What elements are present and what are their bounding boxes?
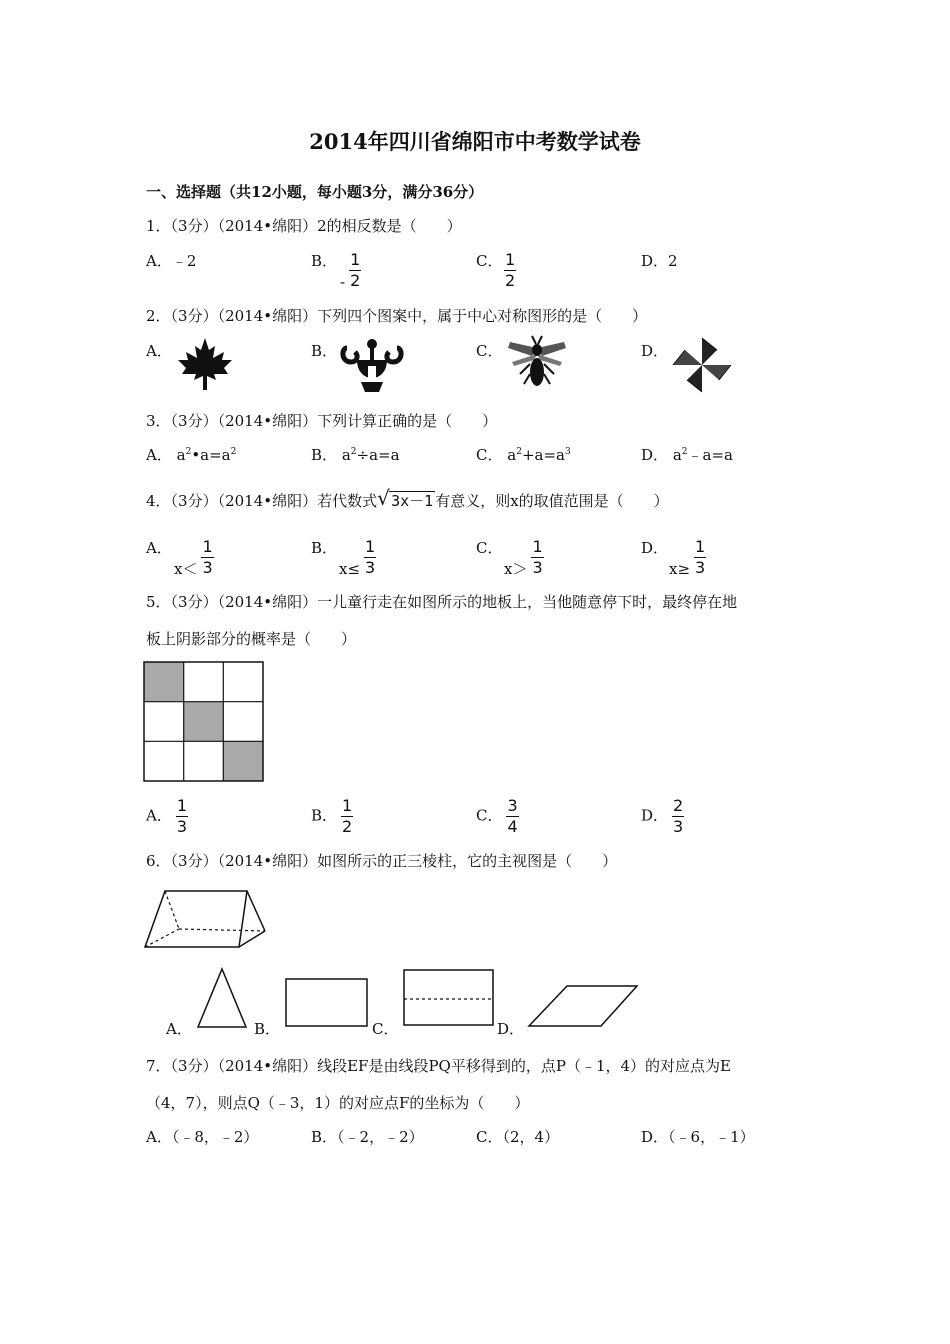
q5-option-b: B． $\frac{1}{2}$ <box>311 796 353 836</box>
q6-option-c: C． <box>372 1020 399 1038</box>
q3-option-a: A． $a^2•a=a^2$ <box>146 446 237 464</box>
q7-option-d: D．（﹣6，﹣1） <box>641 1128 755 1146</box>
q1-option-c: C． <box>476 252 503 270</box>
maple-leaf-icon <box>174 336 236 392</box>
section-heading: 一、选择题（共12小题，每小题3分，满分36分） <box>146 183 484 201</box>
triangle-view-icon <box>196 967 248 1029</box>
q1-option-c-value: $\frac{1}{2}$ <box>505 250 516 290</box>
q7-option-a: A．（﹣8，﹣2） <box>146 1128 259 1146</box>
q4-option-c: C． <box>476 539 503 557</box>
q2-option-b: B． <box>311 342 338 360</box>
q4-option-b: B． <box>311 539 338 557</box>
q7-option-c: C．（2，4） <box>476 1128 560 1146</box>
q5-option-c: C． $\frac{3}{4}$ <box>476 796 518 836</box>
triangular-prism-figure <box>143 887 269 949</box>
rectangle-view-icon <box>285 978 369 1028</box>
q4-option-a: A． <box>146 539 172 557</box>
q1-option-b-value: - $\frac{1}{2}$ <box>340 250 361 291</box>
sqrt-expression: √ 3x－1 <box>377 486 434 510</box>
page-title: 2014年四川省绵阳市中考数学试卷 <box>309 129 641 154</box>
insect-icon <box>504 334 570 396</box>
q6-option-a: A． <box>166 1020 192 1038</box>
question-3-stem: 3．（3分）（2014•绵阳）下列计算正确的是（ ） <box>146 412 498 430</box>
q3-option-c: C． $a^2+a=a^3$ <box>476 446 571 464</box>
question-4-stem: 4．（3分）（2014•绵阳）若代数式 √ 3x－1 有意义，则x的取值范围是（ ） <box>146 486 669 510</box>
q4-option-c-value: x＞ $\frac{1}{3}$ <box>504 537 543 578</box>
q4-option-b-value: x≤ $\frac{1}{3}$ <box>339 537 376 578</box>
ornament-icon <box>339 336 405 394</box>
q1-option-d: D．2 <box>641 252 678 270</box>
rectangle-dashed-view-icon <box>403 969 495 1027</box>
q3-option-b: B． $a^2\div a=a$ <box>311 446 400 464</box>
question-5-stem-line1: 5．（3分）（2014•绵阳）一儿童行走在如图所示的地板上，当他随意停下时，最终停在地 <box>146 593 738 611</box>
q4-option-d-value: x≥ $\frac{1}{3}$ <box>669 537 706 578</box>
question-6-stem: 6．（3分）（2014•绵阳）如图所示的正三棱柱，它的主视图是（ ） <box>146 852 618 870</box>
question-1-stem: 1．（3分）（2014•绵阳）2的相反数是（ ） <box>146 217 462 235</box>
q5-option-d: D． $\frac{2}{3}$ <box>641 796 684 836</box>
floor-grid-figure <box>143 661 264 782</box>
question-7-stem-line1: 7．（3分）（2014•绵阳）线段EF是由线段PQ平移得到的，点P（﹣1，4）的对应点为E <box>146 1057 731 1075</box>
grid-cell-shaded <box>223 741 263 781</box>
grid-cell-shaded <box>144 662 184 702</box>
q7-option-b: B．（﹣2，﹣2） <box>311 1128 424 1146</box>
q2-option-c: C． <box>476 342 503 360</box>
question-5-stem-line2: 板上阴影部分的概率是（ ） <box>146 630 357 648</box>
question-2-stem: 2．（3分）（2014•绵阳）下列四个图案中，属于中心对称图形的是（ ） <box>146 307 648 325</box>
grid-cell-shaded <box>184 702 224 742</box>
q2-option-d: D． <box>641 342 669 360</box>
q3-option-d: D． $a^2﹣a=a$ <box>641 446 733 464</box>
pinwheel-icon <box>669 336 735 394</box>
parallelogram-view-icon <box>527 984 639 1028</box>
q6-option-b: B． <box>254 1020 281 1038</box>
q4-option-a-value: x＜ $\frac{1}{3}$ <box>174 537 213 578</box>
q5-option-a: A． $\frac{1}{3}$ <box>146 796 188 836</box>
q6-option-d: D． <box>497 1020 525 1038</box>
question-7-stem-line2: （4，7），则点Q（﹣3，1）的对应点F的坐标为（ ） <box>146 1094 530 1112</box>
q1-option-a: A．﹣2 <box>146 252 197 270</box>
q2-option-a: A． <box>146 342 172 360</box>
q1-option-b: B． <box>311 252 338 270</box>
q4-option-d: D． <box>641 539 669 557</box>
